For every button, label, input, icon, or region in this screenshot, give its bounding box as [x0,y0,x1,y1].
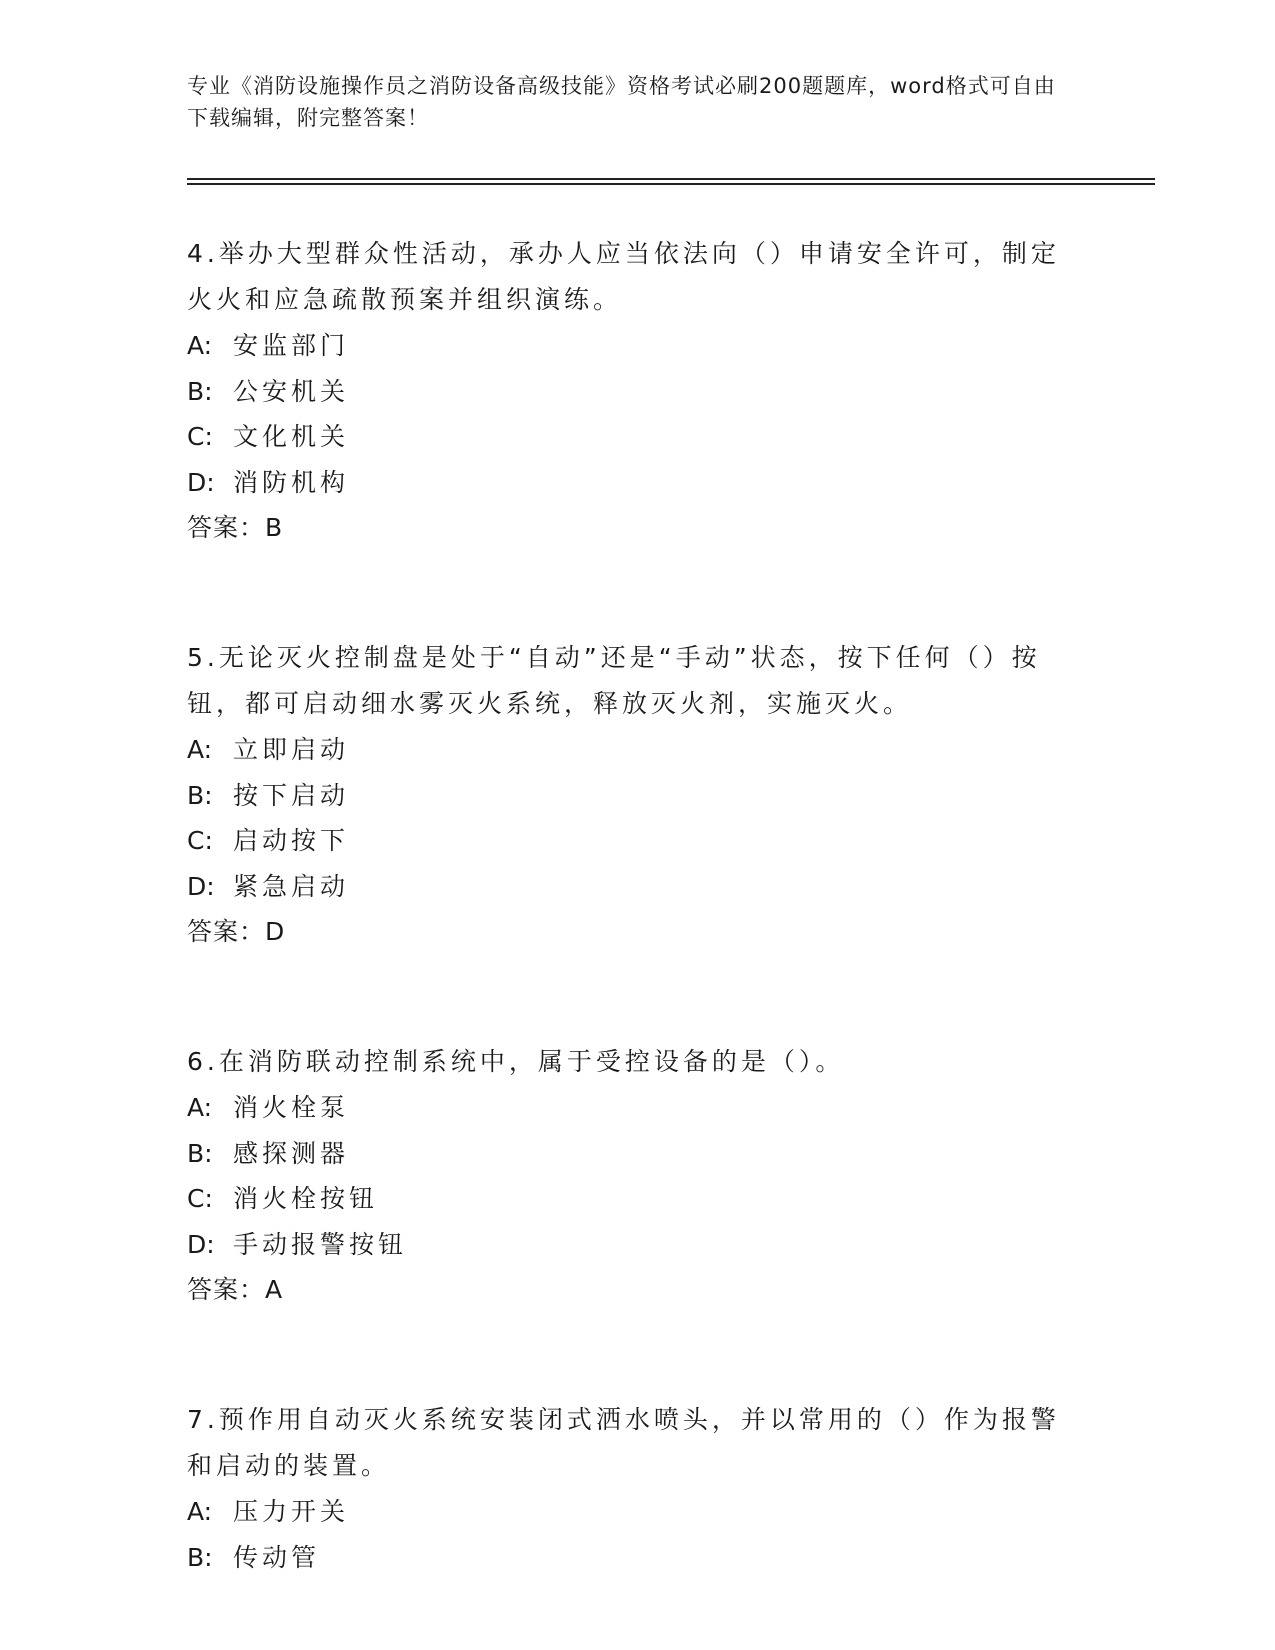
question-stem: 5.无论灭火控制盘是处于“自动”还是“手动”状态，按下任何（）按钮，都可启动细水雾灭火系统，释放灭火剂，实施灭火。 [187,643,1041,718]
option-key: A: [187,1093,213,1122]
option-d [187,1222,1087,1268]
answer-line: 答案：B [187,513,284,542]
option-text: 消火栓按钮 [233,1184,379,1213]
option-text: 按下启动 [233,780,350,810]
option-key: B: [187,376,213,406]
question-stem: 7.预作用自动灭火系统安装闭式洒水喷头，并以常用的（）作为报警和启动的装置。 [187,1405,1060,1480]
option-d [187,460,1087,506]
option-b [187,1131,1087,1177]
option-b [187,369,1087,415]
option-text: 感探测器 [233,1138,350,1168]
option-text: 消防机构 [233,467,350,497]
option-key: C: [187,422,213,451]
option-text: 消火栓泵 [233,1093,350,1122]
option-d [187,864,1087,910]
option-b [187,773,1087,819]
option-text: 安监部门 [233,331,350,360]
question-5 [187,635,1087,955]
option-key: A: [187,735,213,764]
option-a [187,1489,1087,1535]
option-text: 文化机关 [233,422,350,451]
header-divider-top [187,178,1155,180]
option-text: 紧急启动 [233,871,350,901]
option-key: D: [187,1229,215,1259]
option-c [187,818,1087,864]
option-a [187,323,1087,369]
option-text: 传动管 [233,1542,321,1572]
option-c [187,1176,1087,1222]
question-4 [187,231,1087,551]
question-stem: 6.在消防联动控制系统中，属于受控设备的是（）。 [187,1047,845,1076]
option-text: 压力开关 [233,1497,350,1526]
option-key: C: [187,1184,213,1213]
option-key: C: [187,826,213,855]
option-text: 公安机关 [233,376,350,406]
option-key: A: [187,331,213,360]
option-a [187,727,1087,773]
option-key: B: [187,1542,213,1572]
header-divider-bottom [187,183,1155,185]
option-text: 立即启动 [233,735,350,764]
question-stem: 4.举办大型群众性活动，承办人应当依法向（）申请安全许可，制定火火和应急疏散预案并组织演练。 [187,239,1060,314]
option-b [187,1535,1087,1581]
option-c [187,414,1087,460]
question-list [187,231,1087,1580]
option-key: D: [187,467,215,497]
question-6 [187,1039,1087,1313]
answer-line: 答案：D [187,917,286,946]
option-a [187,1085,1087,1131]
document-header: 专业《消防设施操作员之消防设备高级技能》资格考试必刷200题题库，word格式可自由下载编辑，附完整答案！ [187,74,1056,130]
option-text: 手动报警按钮 [233,1229,408,1259]
option-text: 启动按下 [233,826,350,855]
answer-line: 答案：A [187,1275,284,1304]
option-key: B: [187,1138,213,1168]
question-7 [187,1397,1087,1580]
option-key: B: [187,780,213,810]
option-key: A: [187,1497,213,1526]
option-key: D: [187,871,215,901]
